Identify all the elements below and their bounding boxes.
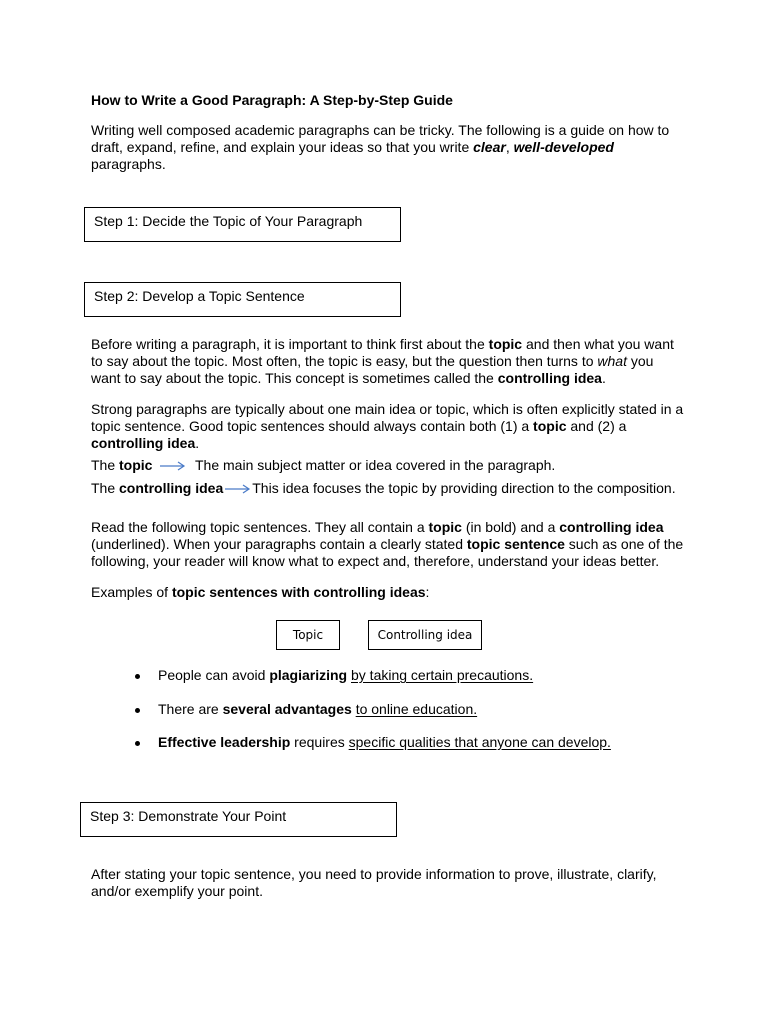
step-1-label: Step 1: Decide the Topic of Your Paragraph [94,213,363,229]
step-1-box [84,207,401,242]
para4-line-2: and/or exemplify your point. [91,883,263,899]
bullet-icon [135,674,140,679]
list-item: Effective leadership requires specific qualities that anyone can develop. [158,734,611,751]
paragraph-topic-intro [91,336,674,387]
definition-controlling-idea: The controlling idea This idea focuses the topic by providing direction to the composition. [91,480,676,496]
step-2-box [84,282,401,317]
list-item: People can avoid plagiarizing by taking certain precautions. [158,667,533,684]
right-arrow-icon [159,461,187,471]
intro-line-3: paragraphs. [91,156,166,172]
legend-topic-box [276,620,340,650]
para2-line-1: Strong paragraphs are typically about one main idea or topic, which is often explicitly stated in a [91,401,684,417]
step-3-label: Step 3: Demonstrate Your Point [90,808,287,824]
list-item: There are several advantages to online education. [158,701,477,718]
intro-line-1: Writing well composed academic paragraphs can be tricky. The following is a guide on how to [91,122,670,138]
para1-line-2: to say about the topic. Most often, the topic is easy, but the question then turns to what you [91,353,654,369]
legend-topic-label: Topic [292,628,324,642]
step-2-label: Step 2: Develop a Topic Sentence [94,288,305,304]
right-arrow-icon [224,484,252,494]
emphasis-clear: clear [473,139,506,155]
paragraph-after-stating [91,866,656,900]
intro-paragraph [91,122,669,173]
step-3-box [80,802,397,837]
legend-controlling-idea-label: Controlling idea [377,628,473,642]
definition-topic: The topic The main subject matter or idea covered in the paragraph. [91,457,556,473]
para3-line-2: (underlined). When your paragraphs contain a clearly stated topic sentence such as one of the [91,536,684,552]
para4-line-1: After stating your topic sentence, you need to provide information to prove, illustrate, clarify, [91,866,657,882]
para3-line-1: Read the following topic sentences. They all contain a topic (in bold) and a controlling idea [91,519,664,535]
paragraph-read-following [91,519,683,570]
para3-line-3: following, your reader will know what to expect and, therefore, understand your ideas better. [91,553,660,569]
page-title: How to Write a Good Paragraph: A Step-by-Step Guide [91,92,453,108]
bullet-icon [135,741,140,746]
para2-line-3: controlling idea. [91,435,200,451]
emphasis-well-developed: well-developed [513,139,614,155]
examples-heading: Examples of topic sentences with controlling ideas: [91,584,430,600]
intro-line-2: draft, expand, refine, and explain your ideas so that you write clear, well-developed [91,139,614,155]
para2-line-2: topic sentence. Good topic sentences should always contain both (1) a topic and (2) a [91,418,627,434]
example-sentences-list [158,667,718,767]
para1-line-1: Before writing a paragraph, it is important to think first about the topic and then what you want [91,336,674,352]
paragraph-strong-paragraphs [91,401,683,452]
para1-line-3: want to say about the topic. This concept is sometimes called the controlling idea. [91,370,606,386]
bullet-icon [135,708,140,713]
legend-controlling-idea-box [368,620,482,650]
